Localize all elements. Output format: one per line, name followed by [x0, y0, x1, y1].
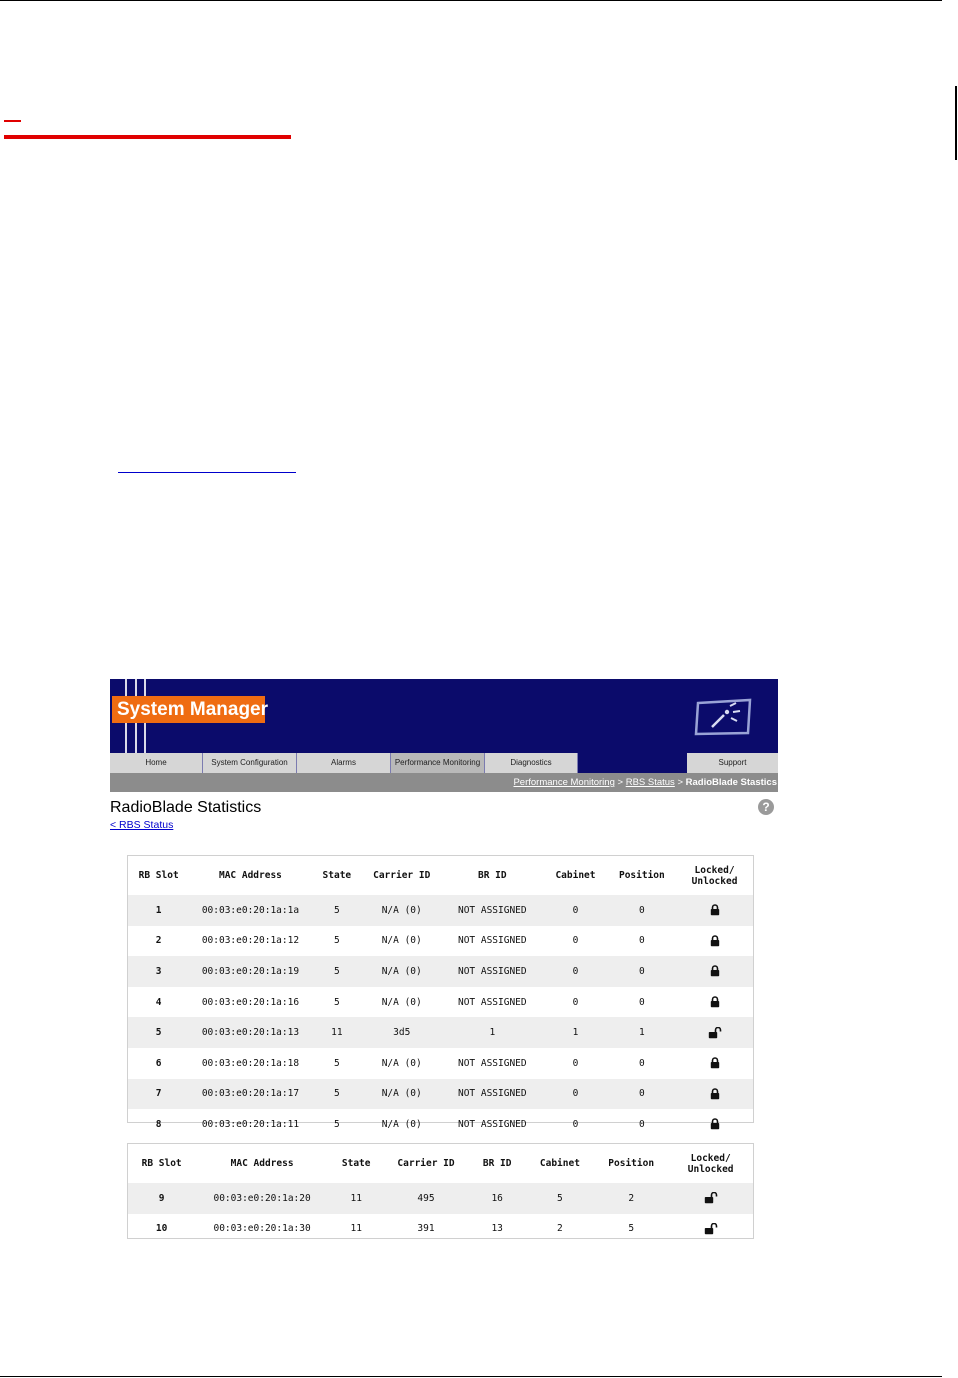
change-bar	[955, 86, 957, 160]
mac-address-cell: 00:03:e0:20:1a:20	[195, 1183, 329, 1214]
table-row	[128, 956, 753, 987]
column-header: RB Slot	[141, 1158, 182, 1169]
cabinet-cell: 1	[543, 1017, 607, 1048]
breadcrumb-performance-monitoring[interactable]: Performance Monitoring	[513, 777, 615, 788]
breadcrumb-separator: >	[617, 777, 624, 788]
state-cell: 5	[333, 935, 340, 947]
br-id-cell: NOT ASSIGNED	[457, 935, 527, 947]
position-cell: 2	[594, 1183, 668, 1214]
cabinet-cell: 0	[572, 1118, 579, 1130]
column-header: Carrier ID	[373, 870, 431, 881]
lock-status-cell	[676, 1109, 753, 1140]
br-id-cell: NOT ASSIGNED	[441, 1079, 543, 1110]
hyperlink-underline[interactable]	[118, 472, 296, 473]
table-row	[128, 1214, 753, 1245]
main-nav	[110, 753, 778, 773]
state-cell: 11	[329, 1183, 383, 1214]
rb-slot-cell: 5	[128, 1017, 189, 1048]
column-header: Position	[618, 870, 665, 881]
red-heading-rule	[4, 135, 291, 139]
rb-slot-cell: 8	[155, 1118, 162, 1130]
carrier-id-cell: N/A (0)	[362, 895, 441, 926]
radioblade-table-1	[127, 855, 754, 1130]
column-header: Cabinet	[555, 870, 596, 881]
lock-status-cell	[668, 1183, 753, 1214]
mac-address-cell: 00:03:e0:20:1a:1a	[189, 895, 311, 926]
tab-support[interactable]: Support	[687, 753, 778, 773]
position-cell: 0	[608, 895, 676, 926]
mac-address-cell: 00:03:e0:20:1a:16	[201, 996, 300, 1008]
rb-slot-cell: 10	[155, 1223, 168, 1235]
column-header: Cabinet	[539, 1158, 580, 1169]
column-header: MAC Address	[230, 1158, 294, 1169]
column-header: MAC Address	[218, 870, 282, 881]
padlock-open-icon	[708, 1027, 722, 1038]
cabinet-cell: 0	[543, 1079, 607, 1110]
mac-address-cell: 00:03:e0:20:1a:13	[189, 1017, 311, 1048]
column-header: Locked/ Unlocked	[687, 1152, 734, 1175]
padlock-closed-icon	[710, 935, 720, 946]
tab-system-configuration[interactable]: System Configuration	[203, 753, 297, 773]
padlock-closed-icon	[710, 966, 720, 977]
padlock-closed-icon	[710, 1058, 720, 1069]
lock-status-cell	[676, 1079, 753, 1110]
br-id-cell: NOT ASSIGNED	[441, 895, 543, 926]
lock-status-cell	[676, 987, 753, 1018]
lock-status-cell	[676, 895, 753, 926]
breadcrumb	[110, 773, 778, 792]
column-header: State	[322, 870, 352, 881]
help-icon[interactable]: ?	[758, 799, 774, 815]
lock-status-cell	[676, 1017, 753, 1048]
position-cell: 1	[608, 1017, 676, 1048]
position-cell: 0	[639, 1057, 645, 1069]
radioblade-table-2	[127, 1143, 754, 1239]
carrier-id-cell: N/A (0)	[362, 956, 441, 987]
tab-alarms[interactable]: Alarms	[297, 753, 391, 773]
table-header-row	[128, 856, 753, 895]
mac-address-cell: 00:03:e0:20:1a:12	[201, 935, 300, 947]
breadcrumb-separator: >	[677, 777, 684, 788]
table-row	[128, 926, 753, 957]
state-cell: 5	[333, 1118, 340, 1130]
brand-emblem-icon	[694, 697, 754, 737]
app-banner	[110, 679, 778, 753]
mac-address-cell: 00:03:e0:20:1a:11	[201, 1118, 300, 1130]
table-row	[128, 1109, 753, 1140]
table-row	[128, 1048, 753, 1079]
column-header: BR ID	[478, 870, 507, 881]
padlock-open-icon	[704, 1193, 718, 1204]
cabinet-cell: 2	[557, 1223, 563, 1235]
page-title: RadioBlade Statistics	[110, 799, 262, 816]
column-header: RB Slot	[138, 870, 179, 881]
state-cell: 5	[312, 895, 363, 926]
position-cell: 0	[639, 1118, 645, 1130]
carrier-id-cell: 495	[383, 1183, 468, 1214]
lock-status-cell	[676, 926, 753, 957]
br-id-cell: NOT ASSIGNED	[457, 1118, 527, 1130]
br-id-cell: NOT ASSIGNED	[457, 996, 527, 1008]
br-id-cell: NOT ASSIGNED	[441, 956, 543, 987]
app-logo: System Manager	[112, 696, 265, 723]
breadcrumb-current: RadioBlade Stastics	[685, 777, 777, 788]
page-bottom-rule	[0, 1376, 942, 1377]
state-cell: 5	[312, 956, 363, 987]
state-cell: 5	[333, 1057, 340, 1069]
cabinet-cell: 5	[526, 1183, 594, 1214]
column-header: BR ID	[482, 1158, 512, 1169]
table-row	[128, 1017, 753, 1048]
rb-slot-cell: 7	[128, 1079, 189, 1110]
rb-slot-cell: 2	[155, 935, 162, 947]
radioblade-stats-table	[128, 1144, 753, 1244]
radioblade-stats-table	[128, 856, 753, 1140]
tab-diagnostics[interactable]: Diagnostics	[485, 753, 578, 773]
rb-slot-cell: 6	[155, 1057, 162, 1069]
carrier-id-cell: 3d5	[362, 1017, 441, 1048]
cabinet-cell: 0	[572, 996, 579, 1008]
table-row	[128, 1079, 753, 1110]
lock-status-cell	[668, 1214, 753, 1245]
table-row	[128, 895, 753, 926]
column-header: Position	[608, 1158, 655, 1169]
column-header: Locked/ Unlocked	[691, 864, 738, 887]
rb-slot-cell: 3	[128, 956, 189, 987]
column-header: Carrier ID	[397, 1158, 455, 1169]
carrier-id-cell: N/A (0)	[381, 1118, 422, 1130]
padlock-open-icon	[704, 1223, 718, 1234]
cabinet-cell: 0	[543, 956, 607, 987]
br-id-cell: 13	[491, 1223, 503, 1235]
mac-address-cell: 00:03:e0:20:1a:17	[189, 1079, 311, 1110]
br-id-cell: 16	[469, 1183, 526, 1214]
carrier-id-cell: N/A (0)	[381, 935, 422, 947]
cabinet-cell: 0	[543, 895, 607, 926]
state-cell: 5	[333, 996, 340, 1008]
carrier-id-cell: N/A (0)	[381, 996, 422, 1008]
state-cell: 11	[350, 1223, 362, 1235]
cabinet-cell: 0	[572, 1057, 579, 1069]
state-cell: 11	[312, 1017, 363, 1048]
carrier-id-cell: N/A (0)	[381, 1057, 422, 1069]
page-top-rule	[0, 0, 942, 1]
table-row	[128, 1183, 753, 1214]
position-cell: 0	[639, 935, 645, 947]
tab-home[interactable]: Home	[110, 753, 203, 773]
table-row	[128, 987, 753, 1018]
cabinet-cell: 0	[572, 935, 579, 947]
carrier-id-cell: N/A (0)	[362, 1079, 441, 1110]
padlock-closed-icon	[710, 1088, 720, 1099]
rb-slot-cell: 9	[128, 1183, 195, 1214]
mac-address-cell: 00:03:e0:20:1a:19	[189, 956, 311, 987]
lock-status-cell	[676, 1048, 753, 1079]
br-id-cell: NOT ASSIGNED	[457, 1057, 527, 1069]
breadcrumb-rbs-status[interactable]: RBS Status	[625, 777, 675, 788]
padlock-closed-icon	[710, 997, 720, 1008]
position-cell: 0	[608, 1079, 676, 1110]
position-cell: 0	[639, 996, 645, 1008]
table-header-row	[128, 1144, 753, 1183]
column-header: State	[341, 1158, 371, 1169]
padlock-closed-icon	[710, 1119, 720, 1130]
mac-address-cell: 00:03:e0:20:1a:18	[201, 1057, 300, 1069]
mac-address-cell: 00:03:e0:20:1a:30	[213, 1223, 311, 1235]
br-id-cell: 1	[441, 1017, 543, 1048]
position-cell: 0	[608, 956, 676, 987]
lock-status-cell	[676, 956, 753, 987]
rb-slot-cell: 4	[155, 996, 162, 1008]
back-to-rbs-status-link[interactable]: < RBS Status	[110, 819, 174, 831]
padlock-closed-icon	[710, 905, 720, 916]
red-heading-mark	[4, 120, 21, 122]
position-cell: 5	[628, 1223, 635, 1235]
state-cell: 5	[312, 1079, 363, 1110]
tab-performance-monitoring[interactable]: Performance Monitoring	[391, 753, 485, 773]
system-manager-screenshot	[110, 679, 778, 1241]
carrier-id-cell: 391	[417, 1223, 435, 1235]
rb-slot-cell: 1	[128, 895, 189, 926]
